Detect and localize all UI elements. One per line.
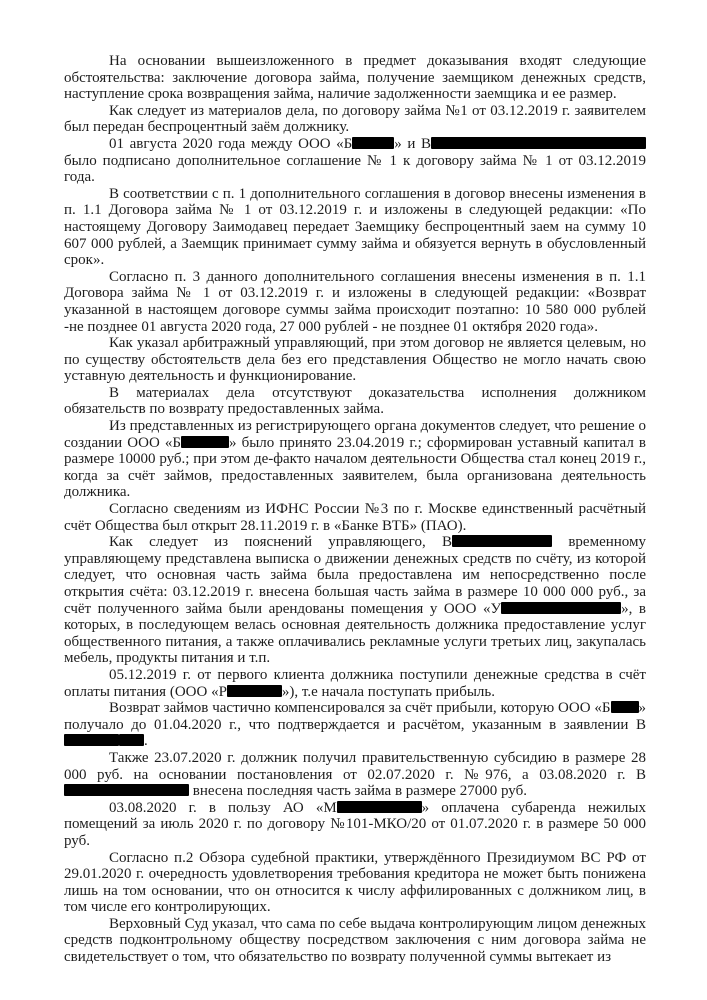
redaction-bar bbox=[352, 137, 394, 149]
paragraph-text: Из представленных из регистрирующего органа документов следует, что решение о создании ООО «Б bbox=[64, 418, 646, 451]
paragraph-text: 05.12.2019 г. от первого клиента должника поступили денежные средства в счёт оплаты питания (ООО «Р bbox=[64, 666, 646, 700]
paragraph-text: В материалах дела отсутствуют доказательства исполнения должником обязательств по возврату предоставленных займа. bbox=[64, 384, 646, 418]
redaction-bar bbox=[64, 784, 189, 796]
paragraph-text: В соответствии с п. 1 дополнительного соглашения в договор внесены изменения в п. 1.1 Договора займа № 1 от 03.12.2019 г. и изложены в следующей редакции: «По настоящему Договору Заимодавец передает Заемщику беспроцентный заем на сумму 10 607 000 рублей, а Заемщик принимает сумму займа и обязуется вернуть в обусловленный срок». bbox=[64, 185, 646, 269]
paragraph bbox=[64, 667, 646, 700]
paragraph bbox=[64, 136, 646, 186]
paragraph-text: Как указал арбитражный управляющий, при этом договор не является целевым, но по существу обстоятельств дела без его представления Общество не могло начать свою уставную деятельность и функционирование. bbox=[64, 335, 646, 385]
paragraph-text: На основании вышеизложенного в предмет доказывания входят следующие обстоятельства: заключение договора займа, получение заемщиком денежных средств, наступление срока возвращения займа, наличие задолженности заемщика и ее размер. bbox=[64, 53, 646, 103]
redaction-bar bbox=[431, 137, 646, 149]
paragraph bbox=[64, 800, 646, 850]
paragraph-text: Верховный Суд указал, что сама по себе выдача контролирующим лицом денежных средств подконтрольному обществу посредством заключения с ним договора займа не свидетельствует о том, что обязательство по возврату полученной суммы вытекает из bbox=[64, 915, 646, 966]
paragraph-text: » и В bbox=[394, 135, 431, 152]
paragraph-text: было подписано дополнительное соглашение № 1 к договору займа № 1 от 03.12.2019 года. bbox=[64, 152, 646, 186]
paragraph-text: Согласно п. 3 данного дополнительного соглашения внесены изменения в п. 1.1 Договора займа № 1 от 03.12.2019 г. и изложены в следующей редакции: «Возврат указанной в настоящем договоре суммы займа происходит поэтапно: 10 580 000 рублей -не позднее 01 августа 2020 года, 27 000 рублей - не позднее 01 октября 2020 года». bbox=[64, 268, 646, 335]
paragraph bbox=[64, 534, 646, 667]
redaction-bar bbox=[64, 734, 119, 746]
redaction-bar bbox=[337, 801, 422, 813]
paragraph-text: Как следует из пояснений управляющего, В bbox=[109, 534, 453, 551]
paragraph bbox=[64, 916, 646, 966]
paragraph-text: Также 23.07.2020 г. должник получил правительственную субсидию в размере 28 000 руб. на основании постановления от 02.07.2020 г. №976, а 03.08.2020 г. В bbox=[64, 749, 646, 783]
paragraph bbox=[64, 750, 646, 800]
redaction-bar bbox=[611, 701, 639, 713]
paragraph bbox=[64, 103, 646, 136]
redaction-bar bbox=[452, 535, 552, 547]
redaction-bar bbox=[501, 602, 621, 614]
paragraph-text: Согласно п.2 Обзора судебной практики, утверждённого Президиумом ВС РФ от 29.01.2020 г. очередность удовлетворения требования кредитора не может быть понижена лишь на том основании, что он относится к числу аффилированных с должником лиц, в том числе его контролирующих. bbox=[64, 849, 646, 916]
paragraph-text: Возврат займов частично компенсировался за счёт прибыли, которую ООО «Б bbox=[109, 700, 611, 717]
paragraph bbox=[64, 418, 646, 501]
redaction-bar bbox=[181, 436, 229, 448]
paragraph-text: Согласно сведениям из ИФНС России №3 по г. Москве единственный расчётный счёт Общества был открыт 28.11.2019 г. в «Банке ВТБ» (ПАО). bbox=[64, 501, 646, 534]
paragraph bbox=[64, 186, 646, 269]
redaction-bar bbox=[227, 685, 282, 697]
paragraph bbox=[64, 385, 646, 418]
paragraph bbox=[64, 53, 646, 103]
paragraph bbox=[64, 700, 646, 750]
document-body bbox=[64, 53, 646, 966]
paragraph-text: »), т.е начала поступать прибыль. bbox=[281, 683, 495, 700]
paragraph bbox=[64, 850, 646, 916]
paragraph bbox=[64, 335, 646, 385]
paragraph bbox=[64, 501, 646, 534]
paragraph-text: Как следует из материалов дела, по договору займа №1 от 03.12.2019 г. заявителем был передан беспроцентный заём должнику. bbox=[64, 102, 646, 136]
paragraph-text: » оплачена субаренда нежилых помещений за июль 2020 г. по договору №101-МКО/20 от 01.07.2020 г. в размере 50 000 руб. bbox=[64, 799, 646, 849]
paragraph-text: », в которых, в последующем велась основная деятельность должника предоставление услуг общественного питания, а также оплачивались рекламные услуги третьих лиц, закупалась мебель, продукты питания и т.п. bbox=[64, 600, 646, 667]
paragraph-text: » было принято 23.04.2019 г.; сформирован уставный капитал в размере 10000 руб.; при этом де-факто началом деятельности Общества стал конец 2019 г., когда за счёт займов, предоставленных заявителем, была организована деятельность должника. bbox=[64, 434, 646, 501]
paragraph-text: внесена последняя часть займа в размере 27000 руб. bbox=[189, 783, 527, 800]
paragraph bbox=[64, 269, 646, 335]
redaction-bar bbox=[119, 734, 144, 746]
paragraph-text: . bbox=[144, 733, 148, 750]
paragraph-text: » получало до 01.04.2020 г., что подтверждается и расчётом, указанным в заявлении В bbox=[64, 700, 646, 733]
paragraph-text: временному управляющему представлена выписка о движении денежных средств по счёту, из которой следует, что основная часть займа была предоставлена им непосредственно после открытия счёта: 03.12.2019 г. внесена большая часть займа в размере 10 000 000 руб., за счёт полученного займа были арендованы помещения у ООО «У bbox=[64, 534, 646, 617]
paragraph-text: 01 августа 2020 года между ООО «Б bbox=[109, 135, 353, 152]
paragraph-text: 03.08.2020 г. в пользу АО «М bbox=[109, 799, 337, 816]
